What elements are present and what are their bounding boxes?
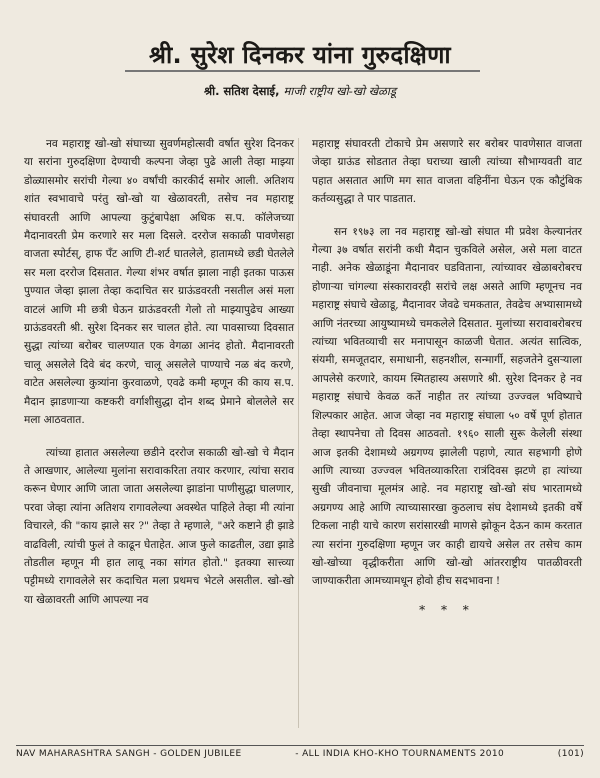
end-mark: * * * xyxy=(419,602,475,617)
left-column xyxy=(24,135,294,623)
left-paragraph-1: नव महाराष्ट्र खो-खो संघाच्या सुवर्णमहोत्सवी वर्षात सुरेश दिनकर या सरांना गुरुदक्षिणा देण्याची कल्पना जेव्हा पुढे आली तेव्हा माझ्या डोळ्यासमोर सरांची गेल्या ४० वर्षांची कारकीर्द समोर आली. अतिशय शांत स्वभावाचे परंतु खो-खो या खेळावरती, तसेच नव महाराष्ट्र संघावरती आणि आपल्या कुटुंबापेक्षा अधिक स.प. कॉलेजच्या मैदानावरती प्रेम करणारे सर मला दिसले. दररोज सकाळी पावणेसहा वाजता स्पोर्टस्, हाफ पँट आणि टी-शर्ट घातलेले, हातामध्ये छडी घेतलेले सर मला दररोज दिसतात. गेल्या शंभर वर्षात झाला नाही इतका पाऊस पुण्यात जेव्हा झाला तेव्हा कदाचित सर ग्राऊंडवरती नसतील असं मला वाटलं आणि मी छत्री घेऊन ग्राऊंडवरती गेलो तो माझ्यापुढेच आख्या ग्राऊंडवरती श्री. सुरेश दिनकर सर चालत होते. त्या पावसाच्या दिवसात सुद्धा त्यांच्या बरोबर चालण्यात एक वेगळा आनंद होतो. मैदानावरती चालू असलेले दिवे बंद करणे, चालू असलेले पाण्याचे नळ बंद करणे, वाटेत असलेल्या कुत्र्यांना कुरवाळणे, एवढे कमी म्हणून की काय स.प. मैदान झाडणाऱ्या कष्टकरी वर्गाशीसुद्धा दोन शब्द प्रेमाने बोललेले सर मला आठवतात. xyxy=(24,138,294,427)
author-role: माजी राष्ट्रीय खो-खो खेळाडू xyxy=(283,84,397,98)
page-footer xyxy=(16,749,584,759)
footer-publication: NAV MAHARASHTRA SANGH - GOLDEN JUBILEE xyxy=(16,749,242,759)
footer-rule xyxy=(16,745,584,746)
footer-tournament: - ALL INDIA KHO-KHO TOURNAMENTS 2010 xyxy=(295,749,505,759)
column-divider xyxy=(298,138,299,728)
page-number: (101) xyxy=(557,749,584,759)
article-title: श्री. सुरेश दिनकर यांना गुरुदक्षिणा xyxy=(149,41,451,69)
author-name: श्री. सतिश देसाई, xyxy=(203,84,280,98)
right-paragraph-2: सन १९७३ ला नव महाराष्ट्र खो-खो संघात मी प्रवेश केल्यानंतर गेल्या ३७ वर्षात सरांनी कधी मैदान चुकविले असेल, असे मला वाटत नाही. अनेक खेळाडूंना मैदानावर घडविताना, त्यांच्यावर खेळाबरोबरच होणाऱ्या चांगल्या संस्कारावरही सरांचे लक्ष असते आणि म्हणूनच नव महाराष्ट्र संघाचे खेळाडू, मैदानावर जेवढे चमकतात, तेवढेच अभ्यासामध्ये आणि नंतरच्या आयुष्यामध्ये चमकलेले दिसतात. मुलांच्या सरावाबरोबरच त्यांच्या भवितव्याची सर मनापासून काळजी घेतात. अत्यंत सात्विक, संयमी, समजूतदार, समाधानी, सहनशील, सन्मार्गी, सहजतेने दुसऱ्याला आपलेसे करणारे, कायम स्मितहास्य असणारे श्री. सुरेश दिनकर हे नव महाराष्ट्र संघाचे केवळ कर्ते नाहीत तर त्यांच्या उज्ज्वल भविष्याचे शिल्पकार आहेत. आज जेव्हा नव महाराष्ट्र संघाला ५० वर्षे पूर्ण होतात तेव्हा स्थापनेचा तो दिवस आठवतो. १९६० साली सुरू केलेली संस्था आज इतकी देशामध्ये अग्रगण्य झालेली पहाणे, त्यात सहभागी होणे आणि त्याच्या उज्ज्वल भवितव्याकरिता रात्रंदिवस झटणे हा त्यांच्या सुखी जीवनाचा मूलमंत्र आहे. नव महाराष्ट्र खो-खो संघ भारतामध्ये अग्रगण्य आहे आणि त्याच्यासारखा कुठलाच संघ देशामध्ये इतकी वर्षे टिकला नाही याचे कारण सरांसारखी माणसे झोकून देऊन काम करतात त्या सरांना गुरुदक्षिणा म्हणून जर काही द्यायचे असेल तर तसेच काम खो-खोच्या वृद्धीकरीता आणि खो-खो आंतरराष्ट्रीय पातळीवरती जाण्याकरीता आमच्यामधून होवो हीच सदभावना ! xyxy=(312,225,582,588)
right-column xyxy=(312,135,582,619)
title-underline xyxy=(125,70,480,72)
byline xyxy=(0,84,600,99)
left-paragraph-2: त्यांच्या हातात असलेल्या छडीने दररोज सकाळी खो-खो चे मैदान ते आखणार, आलेल्या मुलांना सरावाकरिता तयार करणार, त्यांचा सराव करून घेणार आणि जाता जाता असलेल्या झाडांना पाणीसुद्धा घालणार, परवा जेव्हा त्यांना अतिशय रागावलेल्या अवस्थेत पाहिले तेव्हा मी त्यांना विचारले, की "काय झाले सर ?" तेव्हा ते म्हणाले, "अरे कष्टाने ही झाडे वाढविली, त्यांची फुलं ते काढून घेताहेत. आज फुले काढतील, उद्या झाडे तोडतील म्हणून मी हात लावू नका सांगत होतो." इतक्या सात्त्व्या पट्टीमध्ये रागावलेले सर कदाचित मला प्रथमच भेटले असतील. खो-खो या खेळावरती आणि आपल्या नव xyxy=(24,446,294,606)
right-paragraph-1: महाराष्ट्र संघावरती टोकाचे प्रेम असणारे सर बरोबर पावणेसात वाजता जेव्हा ग्राऊंड सोडतात तेव्हा घराच्या खाली त्यांच्या सौभाग्यवती वाट पहात असतात आणि मग सात वाजता वहिनींना घेऊन एक कौटुंबिक कर्तव्यसुद्धा ते पार पाडतात. xyxy=(312,138,582,206)
